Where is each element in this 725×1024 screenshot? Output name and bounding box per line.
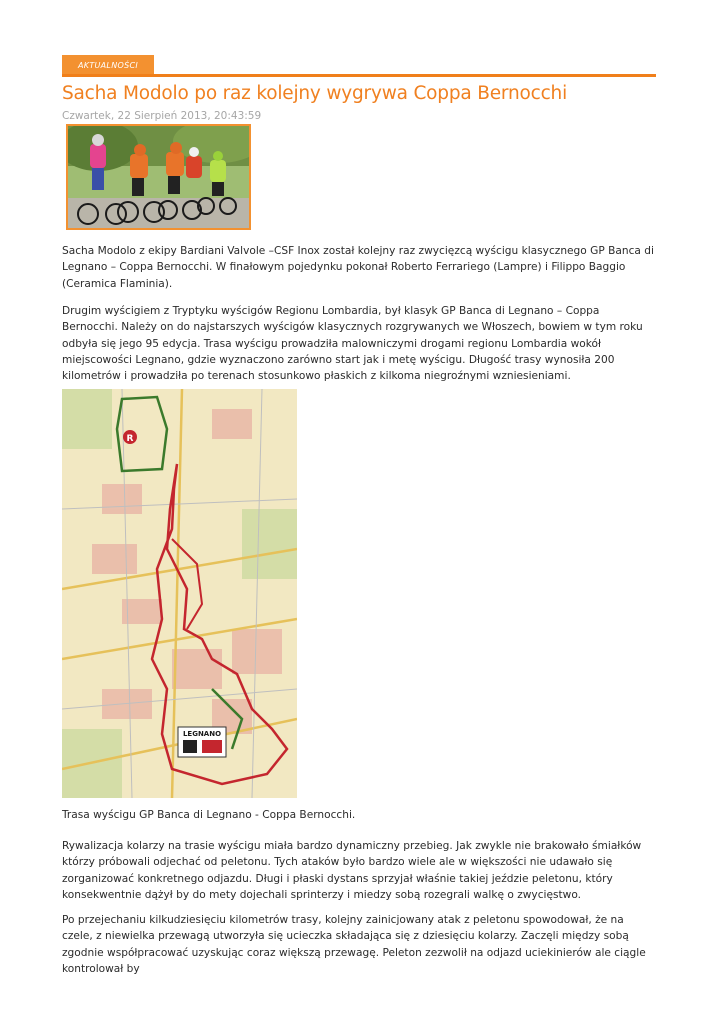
paragraph-3: Rywalizacja kolarzy na trasie wyścigu miała bardzo dynamiczny przebieg. Jak zwykle nie brakowało śmiałków którzy próbowali odjechać od peletonu. Tych ataków było bardzo wiele ale w większości nie udawało się zorganizować konkretnego odjazdu. Długi i płaski dystans sprzyjał właśnie takiej jeździe peletonu, który konsekwentnie dążył by do mety dojechali sprinterzy i miedzy sobą rozegrali walkę o zwycięstwo. <box>62 840 642 901</box>
route-map <box>62 389 297 798</box>
route-map-image <box>62 389 297 798</box>
article-title: Sacha Modolo po raz kolejny wygrywa Coppa Bernocchi <box>62 83 568 104</box>
map-marker: R <box>126 434 134 444</box>
map-caption: Trasa wyścigu GP Banca di Legnano - Coppa Bernocchi. <box>62 809 356 821</box>
article-date: Czwartek, 22 Sierpień 2013, 20:43:59 <box>62 110 262 122</box>
legnano-logo-text: LEGNANO <box>182 730 222 738</box>
paragraph-1: Sacha Modolo z ekipy Bardiani Valvole –CSF Inox został kolejny raz zwycięzcą wyścigu klasycznego GP Banca di Legnano – Coppa Bernocchi. W finałowym pojedynku pokonał Roberto Ferrariego (Lampre) i Filippo Baggio (Ceramica Flaminia). <box>62 245 654 290</box>
section-divider <box>62 74 656 77</box>
paragraph-2: Drugim wyścigiem z Tryptyku wyścigów Regionu Lombardia, był klasyk GP Banca di Legnano – Coppa Bernocchi. Należy on do najstarszych wyścigów klasycznych rozgrywanych we Włoszech, bowiem w tym roku odbyła się jego 95 edycja. Trasa wyścigu prowadziła malowniczymi drogami regionu Lombardia wokół miejscowości Legnano, gdzie wyznaczono zarówno start jak i metę wyścigu. Długość trasy wynosiła 200 kilometrów i prowadziła po terenach stosunkowo płaskich z kilkoma niegroźnymi wzniesieniami. <box>62 305 643 383</box>
cyclists-photo-image <box>68 126 249 228</box>
article-photo <box>66 124 251 230</box>
paragraph-4: Po przejechaniu kilkudziesięciu kilometrów trasy, kolejny zainicjowany atak z peletonu spowodował, że na czele, z niewielka przewagą utworzyła się ucieczka składająca się z dziesięciu kolarzy. Zaczęli między sobą zgodnie współpracować uzyskując coraz większą przewagę. Peleton zezwolił na odjazd uciekinierów ale ciągle kontrolował by <box>62 914 646 975</box>
section-tab[interactable]: AKTUALNOŚCI <box>62 55 154 75</box>
